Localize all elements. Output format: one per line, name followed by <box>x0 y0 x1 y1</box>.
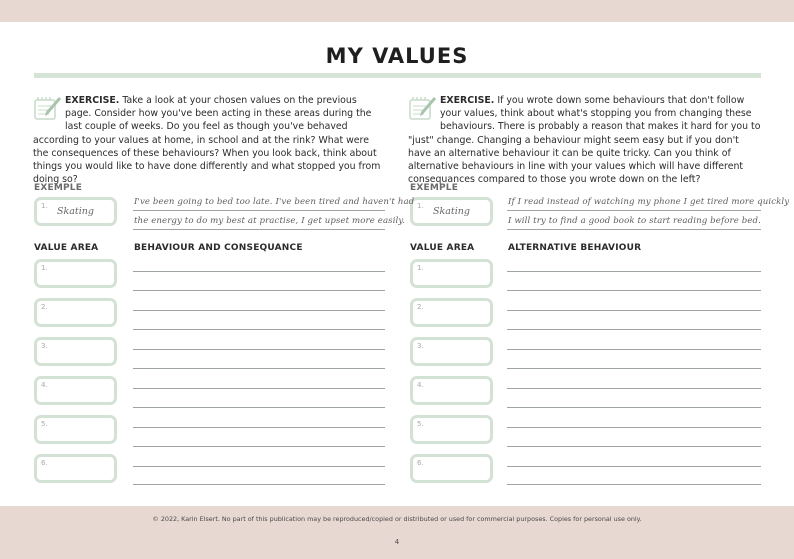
writing-line <box>133 210 385 211</box>
left-exercise <box>33 94 383 186</box>
row-number: 2. <box>41 303 48 311</box>
row-number: 5. <box>41 420 48 428</box>
left-col-value-area: VALUE AREA <box>34 243 99 253</box>
right-example-box[interactable] <box>410 197 493 226</box>
left-example-line-2: the energy to do my best at practise, I get upset more easily. <box>134 216 406 226</box>
left-example-line-1: I've been going to bed too late. I've been tired and haven't had <box>134 197 415 207</box>
left-value-box[interactable] <box>34 454 117 483</box>
right-exercise <box>408 94 762 186</box>
right-value-box[interactable] <box>410 454 493 483</box>
row-number: 4. <box>417 381 424 389</box>
writing-line <box>133 229 385 230</box>
writing-line[interactable] <box>133 427 385 428</box>
writing-line[interactable] <box>133 290 385 291</box>
row-number: 5. <box>417 420 424 428</box>
left-example-label: EXEMPLE <box>34 183 83 193</box>
writing-line[interactable] <box>507 329 761 330</box>
writing-line[interactable] <box>133 368 385 369</box>
writing-line <box>507 210 761 211</box>
example-value: Skating <box>57 206 94 217</box>
row-number: 6. <box>417 459 424 467</box>
row-number: 1. <box>417 264 424 272</box>
example-number: 1. <box>41 202 48 210</box>
row-number: 3. <box>417 342 424 350</box>
writing-line[interactable] <box>507 310 761 311</box>
notepad-pencil-icon <box>33 94 63 121</box>
writing-line[interactable] <box>133 388 385 389</box>
example-number: 1. <box>417 202 424 210</box>
page-title: MY VALUES <box>325 44 469 68</box>
top-band <box>0 0 794 22</box>
writing-line[interactable] <box>507 388 761 389</box>
title-divider <box>34 73 761 78</box>
writing-line[interactable] <box>133 407 385 408</box>
right-example-line-1: If I read instead of watching my phone I get tired more quickly <box>508 197 790 207</box>
writing-line[interactable] <box>507 290 761 291</box>
right-value-box[interactable] <box>410 259 493 288</box>
writing-line[interactable] <box>133 310 385 311</box>
copyright-notice: © 2022, Karin Elsert. No part of this publication may be reproduced/copied or distributed or used for commercial purposes. Copies for personal use only. <box>152 515 642 523</box>
right-col-alternative: ALTERNATIVE BEHAVIOUR <box>508 243 642 253</box>
row-number: 2. <box>417 303 424 311</box>
left-value-box[interactable] <box>34 298 117 327</box>
writing-line[interactable] <box>507 271 761 272</box>
notepad-pencil-icon <box>408 94 438 121</box>
row-number: 3. <box>41 342 48 350</box>
row-number: 1. <box>41 264 48 272</box>
exercise-label: EXERCISE. <box>65 95 120 106</box>
writing-line[interactable] <box>133 349 385 350</box>
page-number: 4 <box>394 538 400 546</box>
right-value-box[interactable] <box>410 298 493 327</box>
row-number: 6. <box>41 459 48 467</box>
writing-line[interactable] <box>507 407 761 408</box>
exercise-label: EXERCISE. <box>440 95 495 106</box>
right-value-box[interactable] <box>410 415 493 444</box>
row-number: 4. <box>41 381 48 389</box>
example-value: Skating <box>433 206 470 217</box>
writing-line[interactable] <box>507 368 761 369</box>
right-col-value-area: VALUE AREA <box>410 243 475 253</box>
left-value-box[interactable] <box>34 259 117 288</box>
exercise-text: Take a look at your chosen values on the previous page. Consider how you've been acting in these areas during the last couple of weeks. Do you feel as though you've behaved according to your values at home, in school and at the rink? What were the consequences of these behaviours? When you look back, think about things you would like to have done differently and what stopped you from doing so? <box>33 95 381 186</box>
left-value-box[interactable] <box>34 376 117 405</box>
left-example-box[interactable] <box>34 197 117 226</box>
writing-line[interactable] <box>133 329 385 330</box>
writing-line[interactable] <box>507 466 761 467</box>
writing-line[interactable] <box>133 446 385 447</box>
writing-line[interactable] <box>507 427 761 428</box>
writing-line[interactable] <box>507 349 761 350</box>
writing-line[interactable] <box>133 484 385 485</box>
exercise-text: If you wrote down some behaviours that don't follow your values, think about what's stopping you from changing these behaviours. There is probably a reason that makes it hard for you to "just" change. Changing a behaviour might seem easy but if you don't have an alternative behaviour it can be quite tricky. Can you think of alternative behaviours in line with your values which will have different consequances compared to those you wrote down on the left? <box>408 95 761 186</box>
writing-line[interactable] <box>133 466 385 467</box>
left-col-behaviour: BEHAVIOUR AND CONSEQUANCE <box>134 243 303 253</box>
left-value-box[interactable] <box>34 337 117 366</box>
writing-line[interactable] <box>133 271 385 272</box>
writing-line <box>507 229 761 230</box>
writing-line[interactable] <box>507 446 761 447</box>
left-value-box[interactable] <box>34 415 117 444</box>
right-value-box[interactable] <box>410 376 493 405</box>
bottom-band <box>0 506 794 559</box>
right-example-label: EXEMPLE <box>410 183 459 193</box>
right-example-line-2: I will try to find a good book to start reading before bed. <box>508 216 761 226</box>
right-value-box[interactable] <box>410 337 493 366</box>
writing-line[interactable] <box>507 484 761 485</box>
